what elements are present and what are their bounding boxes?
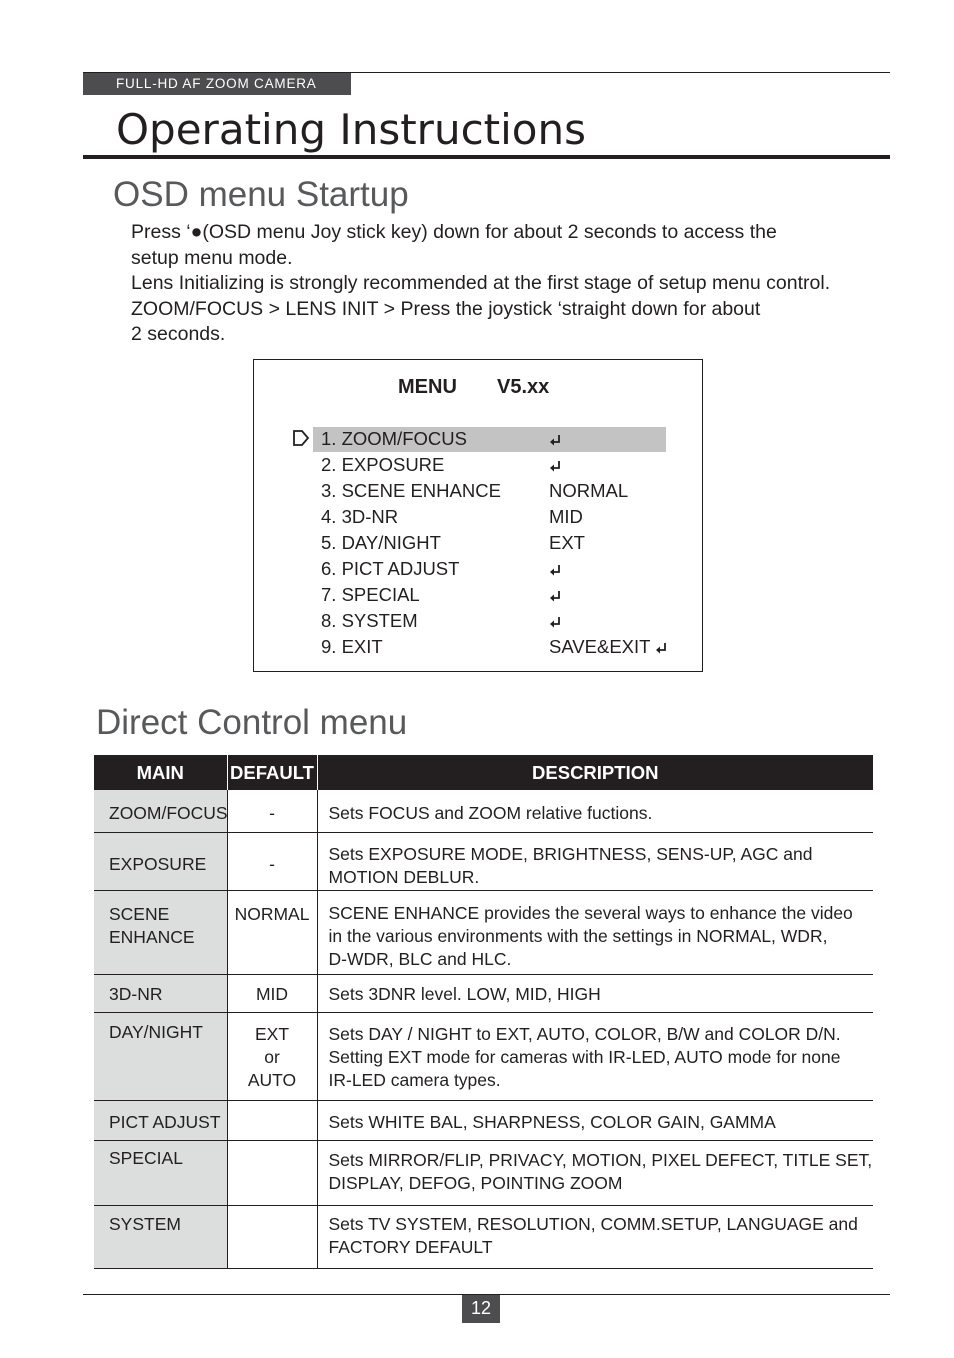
table-row (94, 1205, 873, 1268)
osd-menu-item[interactable]: 1. ZOOM/FOCUS (321, 428, 467, 449)
cell-default (227, 790, 317, 832)
cell-line: ENHANCE (109, 926, 195, 947)
osd-menu-value: SAVE&EXIT (549, 636, 668, 658)
page-number: 12 (462, 1295, 500, 1323)
enter-return-icon (549, 454, 562, 475)
cell-line: Sets FOCUS and ZOOM relative fuctions. (328, 803, 653, 823)
osd-menu-item[interactable]: 4. 3D-NR (321, 506, 399, 527)
cell-main (94, 1140, 227, 1205)
cell-line: Setting EXT mode for cameras with IR-LED, AUTO mode for none (328, 1046, 841, 1067)
osd-menu-value: MID (549, 506, 583, 527)
cell-line: SYSTEM (109, 1213, 181, 1234)
cell-line: Sets TV SYSTEM, RESOLUTION, COMM.SETUP, LANGUAGE and (328, 1213, 858, 1234)
cell-line: MID (255, 983, 289, 1004)
cell-line: Sets MIRROR/FLIP, PRIVACY, MOTION, PIXEL DEFECT, TITLE SET, (328, 1149, 873, 1170)
cell-description (317, 1140, 873, 1205)
enter-return-icon (549, 558, 562, 579)
osd-menu-item[interactable]: 3. SCENE ENHANCE (321, 480, 501, 501)
direct-control-heading: Direct Control menu (96, 703, 408, 742)
osd-menu-value (549, 454, 562, 476)
cell-main (94, 1012, 227, 1100)
cell-main (94, 974, 227, 1012)
cell-main (94, 890, 227, 974)
cell-description (317, 974, 873, 1012)
cell-line: DISPLAY, DEFOG, POINTING ZOOM (328, 1172, 623, 1193)
cell-line: Sets WHITE BAL, SHARPNESS, COLOR GAIN, GAMMA (328, 1111, 776, 1132)
cell-line: ZOOM/FOCUS (109, 803, 228, 823)
cell-line: FACTORY DEFAULT (328, 1236, 493, 1257)
intro-line: ZOOM/FOCUS > LENS INIT > Press the joystick ‘straight down for about (131, 297, 761, 320)
table-row (94, 890, 873, 974)
osd-menu-value (549, 610, 562, 632)
cell-line: AUTO (247, 1069, 297, 1090)
cell-line: SPECIAL (109, 1147, 183, 1168)
cell-main (94, 1205, 227, 1268)
table-row (94, 1140, 873, 1205)
title-rule (83, 155, 890, 159)
cell-line: EXPOSURE (109, 853, 207, 874)
cell-default (227, 1140, 317, 1205)
intro-line: setup menu mode. (131, 246, 293, 269)
table-row (94, 832, 873, 890)
column-header-default: DEFAULT (227, 755, 317, 790)
enter-return-icon (655, 636, 668, 657)
osd-menu-title: MENU (398, 376, 457, 398)
cell-description (317, 1205, 873, 1268)
cell-line: Sets 3DNR level. LOW, MID, HIGH (328, 983, 601, 1004)
cell-description (317, 1012, 873, 1100)
osd-menu-item[interactable]: 9. EXIT (321, 636, 383, 657)
cell-line: PICT ADJUST (109, 1111, 221, 1132)
cell-line: Sets EXPOSURE MODE, BRIGHTNESS, SENS-UP, AGC and (328, 843, 813, 864)
enter-return-icon (549, 584, 562, 605)
cell-line: NORMAL (234, 903, 310, 924)
cursor-arrow-icon (292, 429, 310, 447)
osd-menu-item[interactable]: 8. SYSTEM (321, 610, 418, 631)
osd-startup-heading: OSD menu Startup (113, 175, 409, 214)
cell-default (227, 890, 317, 974)
osd-menu-value (549, 584, 562, 606)
cell-line: DAY/NIGHT (109, 1021, 203, 1042)
cell-line: 3D-NR (109, 983, 163, 1004)
product-tab: FULL-HD AF ZOOM CAMERA (83, 73, 351, 95)
cell-description (317, 890, 873, 974)
osd-menu-item[interactable]: 5. DAY/NIGHT (321, 532, 441, 553)
cell-default (227, 832, 317, 890)
cell-line: MOTION DEBLUR. (328, 866, 480, 887)
cell-line: or (264, 1046, 280, 1067)
table-row (94, 1012, 873, 1100)
osd-menu-version: V5.xx (497, 376, 550, 398)
cell-line: SCENE (109, 903, 170, 924)
direct-control-table (94, 755, 873, 1269)
osd-menu-item[interactable]: 7. SPECIAL (321, 584, 420, 605)
table-row (94, 1100, 873, 1140)
cell-description (317, 832, 873, 890)
intro-line: 2 seconds. (131, 323, 226, 345)
osd-menu-value (549, 558, 562, 580)
table-row (94, 974, 873, 1012)
cell-line: in the various environments with the settings in NORMAL, WDR, (328, 925, 828, 946)
intro-line: Lens Initializing is strongly recommended at the first stage of setup menu control. (131, 272, 831, 294)
cell-default (227, 974, 317, 1012)
osd-menu-item[interactable]: 2. EXPOSURE (321, 454, 445, 475)
osd-menu-item[interactable]: 6. PICT ADJUST (321, 558, 460, 579)
osd-menu-value (549, 428, 562, 450)
cell-main (94, 1100, 227, 1140)
cell-default (227, 1205, 317, 1268)
column-header-description: DESCRIPTION (317, 755, 873, 790)
cell-default (227, 1100, 317, 1140)
intro-line: Press ‘●(OSD menu Joy stick key) down for about 2 seconds to access the (131, 221, 777, 243)
table-row (94, 790, 873, 832)
cell-line: D-WDR, BLC and HLC. (328, 948, 512, 969)
cell-line: IR-LED camera types. (328, 1069, 501, 1090)
cell-main (94, 790, 227, 832)
cell-line: EXT (254, 1023, 290, 1044)
cell-line: SCENE ENHANCE provides the several ways to enhance the video (328, 902, 853, 923)
osd-menu-value: EXT (549, 532, 585, 553)
cell-description (317, 1100, 873, 1140)
cell-description (317, 790, 873, 832)
cell-line: - (269, 853, 275, 874)
osd-menu-value: NORMAL (549, 480, 629, 501)
cell-line: - (269, 803, 275, 823)
cell-default (227, 1012, 317, 1100)
cell-line: Sets DAY / NIGHT to EXT, AUTO, COLOR, B/W and COLOR D/N. (328, 1023, 841, 1044)
cell-main (94, 832, 227, 890)
enter-return-icon (549, 428, 562, 449)
page-title: Operating Instructions (116, 105, 586, 154)
osd-intro-text (131, 220, 871, 348)
enter-return-icon (549, 610, 562, 631)
column-header-main: MAIN (94, 755, 227, 790)
